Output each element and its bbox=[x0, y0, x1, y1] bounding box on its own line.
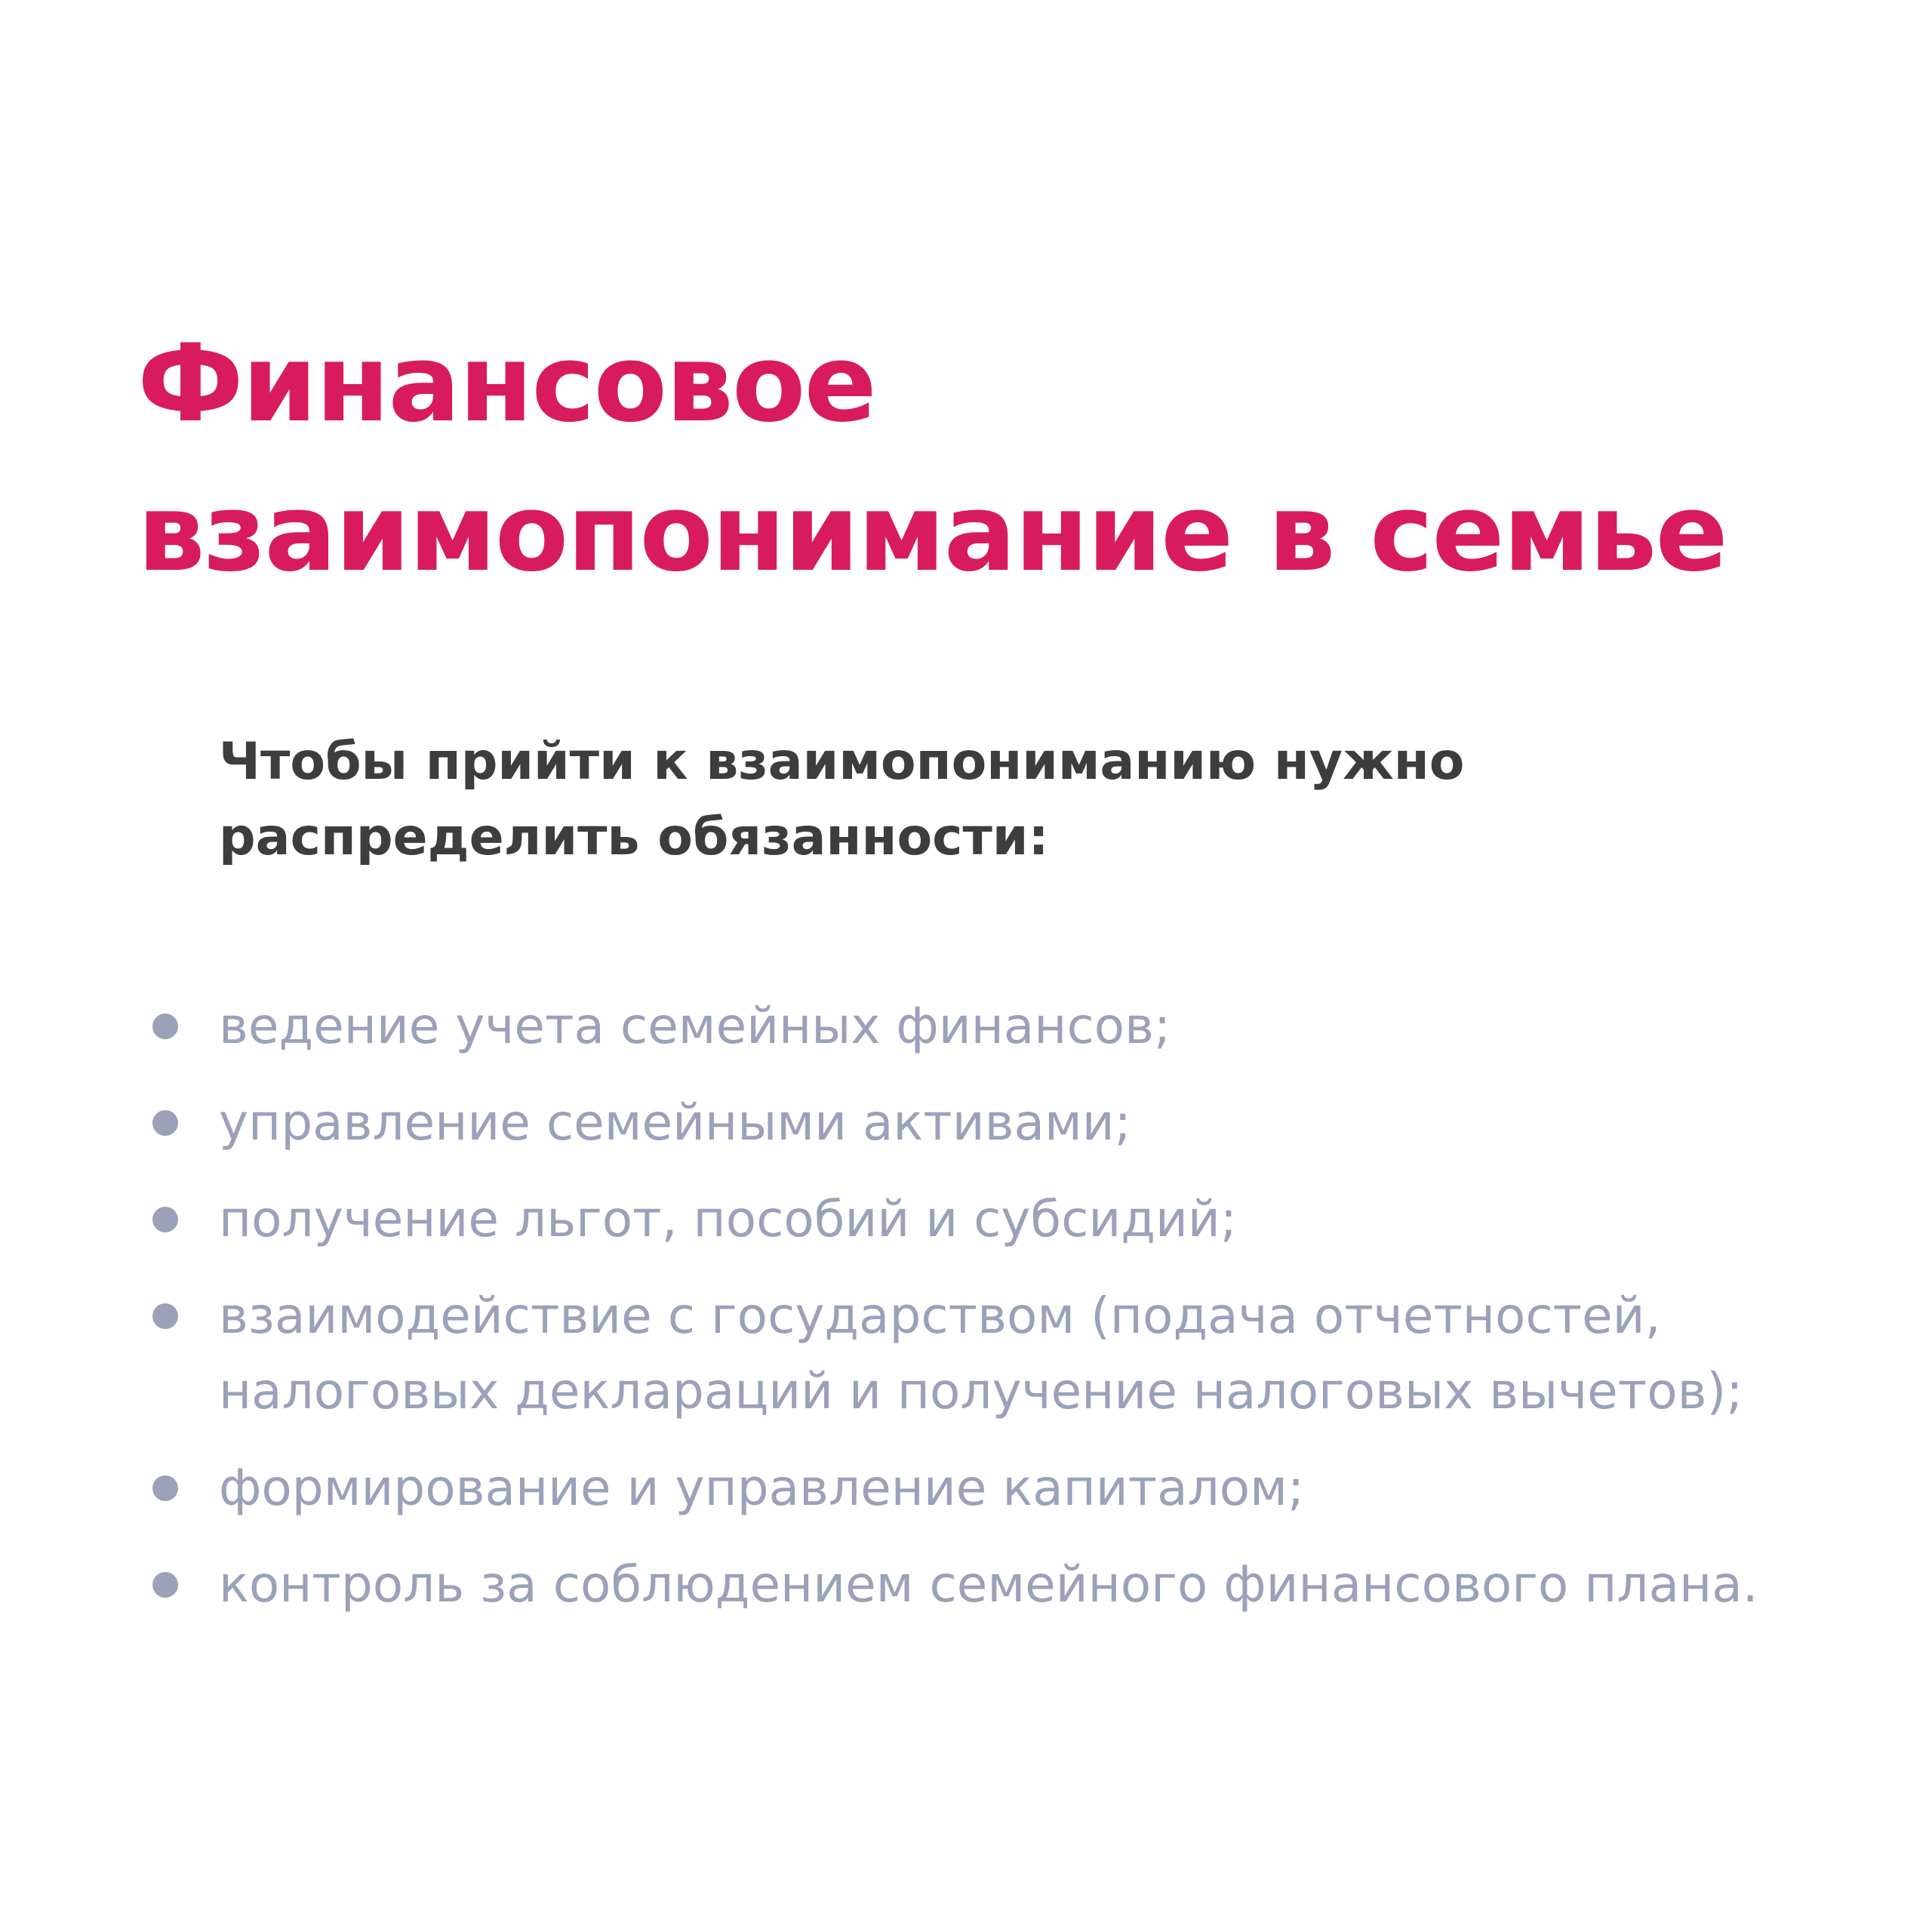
intro-line-1: Чтобы прийти к взаимопониманию нужно bbox=[219, 732, 1465, 792]
list-item bbox=[0, 1278, 1902, 1429]
list-item bbox=[0, 1547, 1902, 1623]
intro-text bbox=[219, 724, 1804, 875]
bullet-dot-icon bbox=[152, 1014, 178, 1039]
title-line-2: взаимопонимание в семье bbox=[137, 471, 1727, 595]
list-item-text: ведение учета семейных финансов; bbox=[219, 997, 1171, 1055]
bullet-dot-icon bbox=[152, 1110, 178, 1136]
list-item bbox=[0, 1451, 1902, 1526]
list-item-text: получение льгот, пособий и субсидий; bbox=[219, 1190, 1237, 1248]
list-item bbox=[0, 1085, 1902, 1161]
bullet-dot-icon bbox=[152, 1572, 178, 1598]
bullet-dot-icon bbox=[152, 1207, 178, 1232]
title-line-1: Финансовое bbox=[137, 321, 875, 446]
list-item-text: формирование и управление капиталом; bbox=[219, 1459, 1305, 1517]
bullet-dot-icon bbox=[152, 1303, 178, 1329]
list-item-text: взаимодействие с государством (подача отчетностей, bbox=[219, 1287, 1661, 1345]
list-item-text: управление семейными активами; bbox=[219, 1094, 1131, 1152]
list-item bbox=[0, 1182, 1902, 1257]
intro-line-2: распределить обязанности: bbox=[219, 808, 1049, 867]
page-title bbox=[137, 309, 1835, 608]
duties-list bbox=[0, 989, 1932, 1644]
list-item bbox=[0, 989, 1902, 1064]
list-item-text: контроль за соблюдением семейного финансового плана. bbox=[219, 1555, 1758, 1614]
bullet-dot-icon bbox=[152, 1475, 178, 1501]
list-item-text-continued: налоговых деклараций и получение налоговых вычетов); bbox=[219, 1362, 1743, 1420]
